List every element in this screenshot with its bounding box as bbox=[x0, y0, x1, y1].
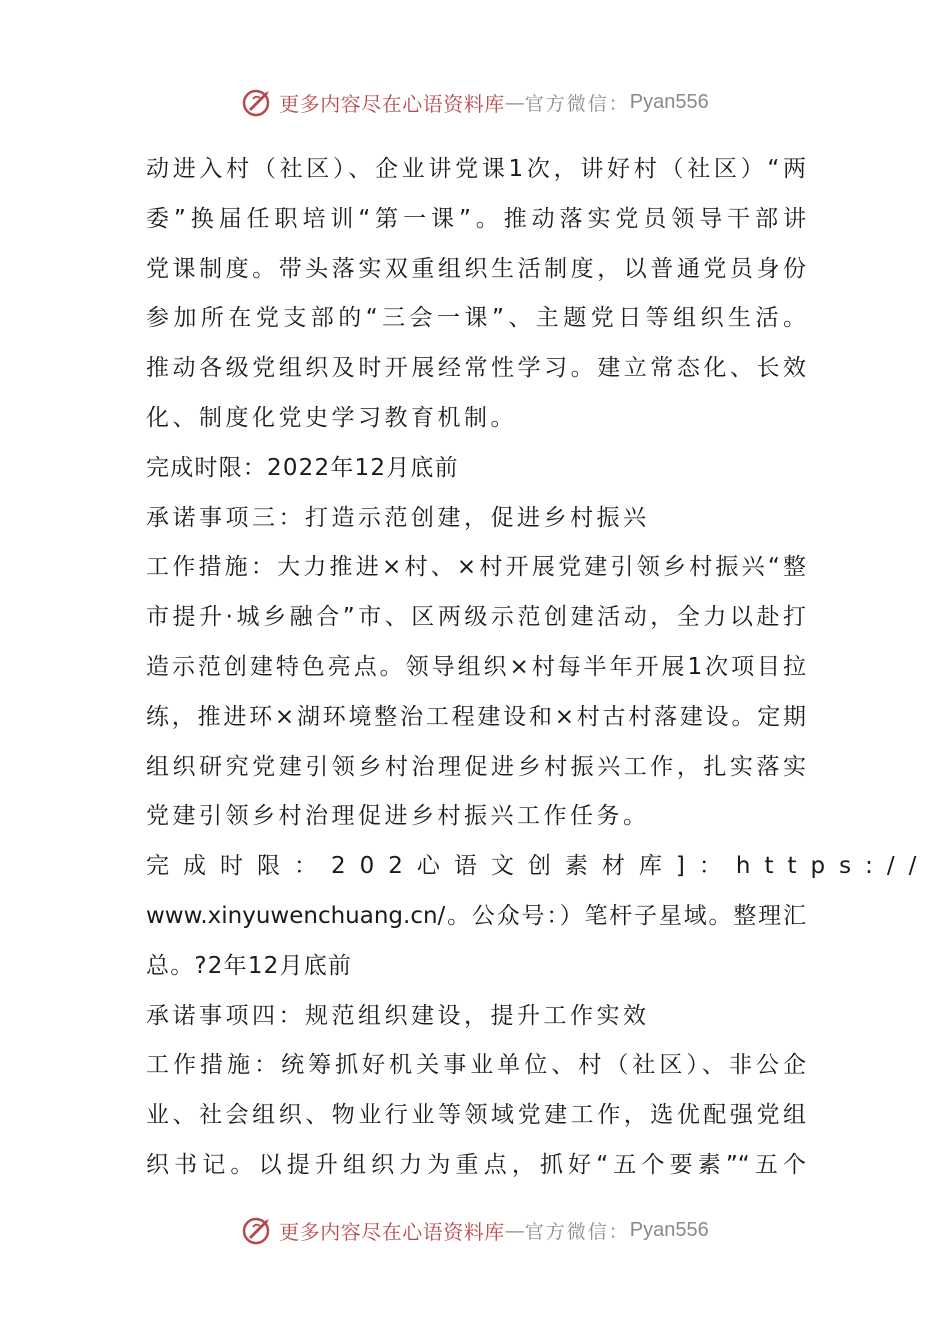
text-line: www.xinyuwenchuang.cn/。公众号：）笔杆子星域。整理汇 bbox=[146, 902, 806, 929]
commitment-heading: 承诺事项三：打造示范创建，促进乡村振兴 bbox=[146, 504, 650, 531]
deadline-line: 完成时限：202心语文创素材库]：https:// bbox=[146, 853, 931, 880]
header-banner bbox=[0, 82, 950, 122]
banner-title: 更多内容尽在心语资料库 bbox=[279, 1219, 505, 1244]
text-line: 练，推进环×湖环境整治工程建设和×村古村落建设。定期 bbox=[146, 703, 806, 730]
banner-wechat-label: 官方微信： bbox=[524, 1220, 630, 1243]
footer-banner bbox=[0, 1210, 950, 1250]
text-line: 造示范创建特色亮点。领导组织×村每半年开展1次项目拉 bbox=[146, 653, 806, 680]
text-line: 党课制度。带头落实双重组织生活制度，以普通党员身份 bbox=[146, 255, 806, 282]
banner-wechat-handle: Pyan556 bbox=[629, 90, 709, 113]
text-line: 党建引领乡村治理促进乡村振兴工作任务。 bbox=[146, 803, 650, 830]
text-line: 市提升·城乡融合”市、区两级示范创建活动，全力以赴打 bbox=[146, 604, 806, 631]
text-line: 总。?2年12月底前 bbox=[146, 952, 353, 979]
banner-wechat-handle: Pyan556 bbox=[629, 1218, 709, 1241]
pen-seal-icon bbox=[241, 85, 275, 119]
text-line: 工作措施：统筹抓好机关事业单位、村（社区）、非公企 bbox=[146, 1052, 806, 1079]
banner-separator: — bbox=[504, 90, 525, 114]
banner-title: 更多内容尽在心语资料库 bbox=[279, 91, 505, 116]
text-line: 动进入村（社区）、企业讲党课1次，讲好村（社区）“两 bbox=[146, 156, 806, 182]
text-line: 织书记。以提升组织力为重点，抓好“五个要素”“五个 bbox=[146, 1151, 806, 1178]
document-body bbox=[146, 145, 931, 1191]
deadline-line: 完成时限：2022年12月底前 bbox=[146, 454, 459, 481]
text-line: 组织研究党建引领乡村治理促进乡村振兴工作，扎实落实 bbox=[146, 753, 806, 780]
text-line: 委”换届任职培训“第一课”。推动落实党员领导干部讲 bbox=[146, 205, 806, 232]
text-line: 推动各级党组织及时开展经常性学习。建立常态化、长效 bbox=[146, 355, 806, 382]
banner-wechat-label: 官方微信： bbox=[524, 92, 630, 115]
text-line: 业、社会组织、物业行业等领域党建工作，选优配强党组 bbox=[146, 1102, 806, 1129]
commitment-heading: 承诺事项四：规范组织建设，提升工作实效 bbox=[146, 1002, 650, 1029]
text-line: 化、制度化党史学习教育机制。 bbox=[146, 404, 517, 431]
banner-separator: — bbox=[504, 1218, 525, 1242]
text-line: 工作措施：大力推进×村、×村开展党建引领乡村振兴“整 bbox=[146, 554, 806, 581]
text-line: 参加所在党支部的“三会一课”、主题党日等组织生活。 bbox=[146, 305, 806, 332]
pen-seal-icon bbox=[241, 1213, 275, 1247]
